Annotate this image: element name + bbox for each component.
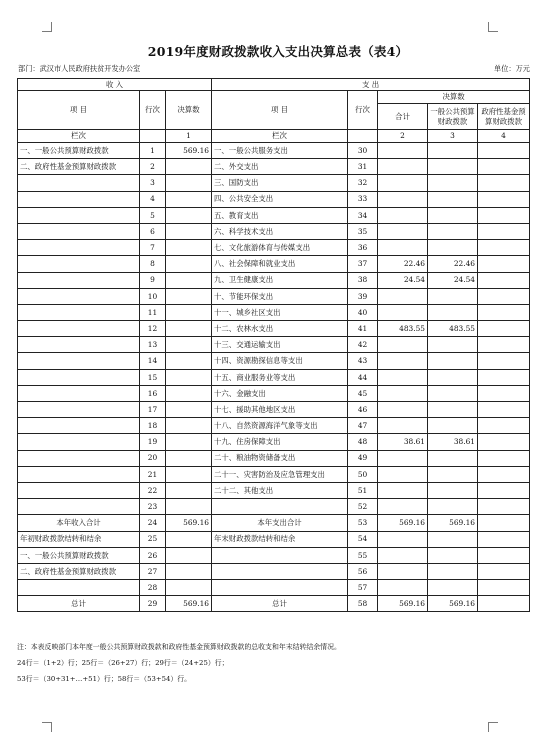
table-row [18, 434, 530, 450]
right-rowno-cell: 51 [348, 482, 378, 498]
right-rowno-cell: 43 [348, 353, 378, 369]
col-label-blank [348, 130, 378, 143]
right-rowno-cell: 39 [348, 288, 378, 304]
table-row [18, 304, 530, 320]
right-item-cell: 十四、资源勘探信息等支出 [212, 353, 348, 369]
table-row [18, 191, 530, 207]
left-amount-cell [166, 499, 212, 515]
right-item-cell: 十九、住房保障支出 [212, 434, 348, 450]
fund-budget-amount-cell [478, 159, 530, 175]
left-item-cell [18, 288, 140, 304]
unit-label: 单位：万元 [494, 64, 530, 73]
note-line-2: 24行＝（1+2）行；25行＝（26+27）行；29行＝（24+25）行； [17, 658, 229, 667]
fund-budget-amount-cell [478, 191, 530, 207]
left-amount-cell: 569.16 [166, 143, 212, 159]
left-item-cell [18, 191, 140, 207]
left-rowno-cell: 25 [140, 531, 166, 547]
left-amount-cell [166, 288, 212, 304]
left-item-cell [18, 321, 140, 337]
general-budget-amount-cell: 569.16 [428, 515, 478, 531]
fund-budget-amount-cell [478, 337, 530, 353]
general-budget-amount-cell [428, 143, 478, 159]
table-row [18, 482, 530, 498]
page-title: 2019年度财政拨款收入支出决算总表（表4） [147, 44, 409, 59]
fund-budget-amount-cell [478, 321, 530, 337]
left-amount-cell [166, 159, 212, 175]
right-rowno-cell: 41 [348, 321, 378, 337]
general-budget-amount-cell [428, 159, 478, 175]
general-budget-amount-cell [428, 337, 478, 353]
fund-budget-header: 政府性基金预算财政拨款 [478, 104, 530, 130]
left-amount-cell [166, 563, 212, 579]
table-row [18, 418, 530, 434]
fund-budget-amount-cell [478, 434, 530, 450]
col-number-1: 1 [166, 130, 212, 143]
general-budget-amount-cell: 483.55 [428, 321, 478, 337]
right-rowno-cell: 58 [348, 596, 378, 612]
left-rowno-cell: 20 [140, 450, 166, 466]
left-rowno-cell: 23 [140, 499, 166, 515]
total-amount-cell [378, 531, 428, 547]
crop-mark-top-right [488, 22, 498, 32]
left-item-cell [18, 223, 140, 239]
left-rowno-cell: 7 [140, 240, 166, 256]
left-amount-cell [166, 580, 212, 596]
expense-header: 支 出 [212, 79, 530, 91]
fund-budget-amount-cell [478, 531, 530, 547]
right-rowno-cell: 33 [348, 191, 378, 207]
fund-budget-amount-cell [478, 482, 530, 498]
table-row [18, 580, 530, 596]
expense-item-header: 项 目 [212, 91, 348, 130]
left-rowno-cell: 2 [140, 159, 166, 175]
table-row [18, 466, 530, 482]
col-number-3: 3 [428, 130, 478, 143]
fund-budget-amount-cell [478, 304, 530, 320]
right-rowno-cell: 45 [348, 385, 378, 401]
left-amount-cell [166, 191, 212, 207]
table-row [18, 321, 530, 337]
fund-budget-amount-cell [478, 143, 530, 159]
left-rowno-cell: 16 [140, 385, 166, 401]
general-budget-amount-cell [428, 418, 478, 434]
left-item-cell [18, 450, 140, 466]
left-item-cell [18, 304, 140, 320]
table-row [18, 547, 530, 563]
right-rowno-cell: 37 [348, 256, 378, 272]
fund-budget-amount-cell [478, 353, 530, 369]
crop-mark-top-left [42, 22, 52, 32]
general-budget-amount-cell: 22.46 [428, 256, 478, 272]
total-amount-cell [378, 466, 428, 482]
left-rowno-cell: 1 [140, 143, 166, 159]
left-rowno-cell: 3 [140, 175, 166, 191]
general-budget-amount-cell [428, 499, 478, 515]
left-amount-cell [166, 450, 212, 466]
total-amount-cell [378, 175, 428, 191]
left-item-cell [18, 434, 140, 450]
left-item-cell [18, 337, 140, 353]
right-item-cell: 十三、交通运输支出 [212, 337, 348, 353]
right-rowno-cell: 40 [348, 304, 378, 320]
crop-mark-bottom-left [42, 722, 52, 732]
fund-budget-amount-cell [478, 580, 530, 596]
right-item-cell: 五、教育支出 [212, 207, 348, 223]
total-amount-cell [378, 499, 428, 515]
left-rowno-cell: 8 [140, 256, 166, 272]
left-rowno-cell: 26 [140, 547, 166, 563]
left-item-cell [18, 466, 140, 482]
left-rowno-cell: 6 [140, 223, 166, 239]
left-item-cell [18, 240, 140, 256]
total-amount-cell [378, 450, 428, 466]
total-amount-cell [378, 369, 428, 385]
total-amount-cell [378, 304, 428, 320]
total-amount-cell: 38.61 [378, 434, 428, 450]
right-rowno-cell: 30 [348, 143, 378, 159]
left-item-cell [18, 369, 140, 385]
general-budget-header: 一般公共预算财政拨款 [428, 104, 478, 130]
right-item-cell [212, 499, 348, 515]
total-amount-cell: 24.54 [378, 272, 428, 288]
table-row [18, 353, 530, 369]
left-item-cell [18, 256, 140, 272]
left-amount-cell [166, 240, 212, 256]
left-item-cell: 一、一般公共预算财政拨款 [18, 547, 140, 563]
left-rowno-cell: 19 [140, 434, 166, 450]
final-accounts-table [17, 78, 530, 612]
col-number-2: 2 [378, 130, 428, 143]
right-item-cell: 七、文化旅游体育与传媒支出 [212, 240, 348, 256]
fund-budget-amount-cell [478, 596, 530, 612]
general-budget-amount-cell [428, 531, 478, 547]
general-budget-amount-cell [428, 175, 478, 191]
left-item-cell [18, 402, 140, 418]
right-rowno-cell: 38 [348, 272, 378, 288]
general-budget-amount-cell [428, 547, 478, 563]
left-item-cell [18, 580, 140, 596]
left-amount-cell [166, 321, 212, 337]
right-item-cell: 十五、商业服务业等支出 [212, 369, 348, 385]
total-amount-cell [378, 288, 428, 304]
right-item-cell: 十二、农林水支出 [212, 321, 348, 337]
right-item-cell: 年末财政拨款结转和结余 [212, 531, 348, 547]
right-rowno-cell: 56 [348, 563, 378, 579]
left-item-cell: 二、政府性基金预算财政拨款 [18, 159, 140, 175]
total-amount-cell [378, 402, 428, 418]
left-amount-cell [166, 175, 212, 191]
col-label-left: 栏次 [18, 130, 140, 143]
left-item-cell [18, 499, 140, 515]
right-item-cell: 十八、自然资源海洋气象等支出 [212, 418, 348, 434]
table-row [18, 256, 530, 272]
right-item-cell: 十一、城乡社区支出 [212, 304, 348, 320]
note-line-3: 53行＝（30+31+…+51）行；58行＝（53+54）行。 [17, 674, 192, 683]
right-item-cell: 十七、援助其他地区支出 [212, 402, 348, 418]
right-rowno-cell: 32 [348, 175, 378, 191]
right-item-cell: 总计 [212, 596, 348, 612]
general-budget-amount-cell: 24.54 [428, 272, 478, 288]
general-budget-amount-cell [428, 450, 478, 466]
general-budget-amount-cell [428, 304, 478, 320]
left-amount-cell [166, 223, 212, 239]
left-amount-cell: 569.16 [166, 596, 212, 612]
left-item-cell [18, 207, 140, 223]
right-item-cell: 二、外交支出 [212, 159, 348, 175]
general-budget-amount-cell [428, 563, 478, 579]
right-item-cell: 二十一、灾害防治及应急管理支出 [212, 466, 348, 482]
left-rowno-cell: 12 [140, 321, 166, 337]
left-item-cell: 年初财政拨款结转和结余 [18, 531, 140, 547]
right-item-cell [212, 547, 348, 563]
right-item-cell: 本年支出合计 [212, 515, 348, 531]
income-header: 收 入 [18, 79, 212, 91]
general-budget-amount-cell: 569.16 [428, 596, 478, 612]
table-row [18, 385, 530, 401]
table-row [18, 531, 530, 547]
total-amount-cell [378, 191, 428, 207]
col-label-right: 栏次 [212, 130, 348, 143]
fund-budget-amount-cell [478, 499, 530, 515]
left-rowno-cell: 24 [140, 515, 166, 531]
left-amount-cell [166, 304, 212, 320]
left-item-cell [18, 418, 140, 434]
left-amount-cell [166, 256, 212, 272]
table-row [18, 143, 530, 159]
table-row [18, 499, 530, 515]
left-amount-cell [166, 466, 212, 482]
department-label: 部门：武汉市人民政府扶贫开发办公室 [18, 64, 141, 73]
total-amount-cell: 22.46 [378, 256, 428, 272]
left-item-cell: 一、一般公共预算财政拨款 [18, 143, 140, 159]
total-amount-cell [378, 418, 428, 434]
total-amount-cell [378, 580, 428, 596]
right-rowno-cell: 46 [348, 402, 378, 418]
total-amount-cell [378, 223, 428, 239]
table-row [18, 240, 530, 256]
total-amount-cell [378, 240, 428, 256]
left-rowno-cell: 29 [140, 596, 166, 612]
left-item-cell [18, 272, 140, 288]
left-amount-cell [166, 337, 212, 353]
total-amount-cell: 483.55 [378, 321, 428, 337]
crop-mark-bottom-right [488, 722, 498, 732]
table-row [18, 402, 530, 418]
left-item-cell [18, 385, 140, 401]
income-amount-header: 决算数 [166, 91, 212, 130]
general-budget-amount-cell [428, 369, 478, 385]
left-amount-cell [166, 434, 212, 450]
left-amount-cell [166, 369, 212, 385]
right-rowno-cell: 52 [348, 499, 378, 515]
income-item-header: 项 目 [18, 91, 140, 130]
right-item-cell: 二十二、其他支出 [212, 482, 348, 498]
table-row [18, 369, 530, 385]
total-amount-cell [378, 482, 428, 498]
left-amount-cell [166, 207, 212, 223]
right-rowno-cell: 35 [348, 223, 378, 239]
note-line-1: 注：本表反映部门本年度一般公共预算财政拨款和政府性基金预算财政拨款的总收支和年末结转结余情况。 [17, 643, 341, 651]
left-rowno-cell: 11 [140, 304, 166, 320]
general-budget-amount-cell [428, 191, 478, 207]
total-amount-cell [378, 563, 428, 579]
left-rowno-cell: 17 [140, 402, 166, 418]
general-budget-amount-cell: 38.61 [428, 434, 478, 450]
income-rowno-header: 行次 [140, 91, 166, 130]
general-budget-amount-cell [428, 580, 478, 596]
right-item-cell: 九、卫生健康支出 [212, 272, 348, 288]
table-row [18, 272, 530, 288]
left-item-cell: 二、政府性基金预算财政拨款 [18, 563, 140, 579]
fund-budget-amount-cell [478, 223, 530, 239]
expense-rowno-header: 行次 [348, 91, 378, 130]
right-item-cell: 二十、粮油物资储备支出 [212, 450, 348, 466]
table-row [18, 450, 530, 466]
right-rowno-cell: 50 [348, 466, 378, 482]
left-rowno-cell: 15 [140, 369, 166, 385]
left-amount-cell [166, 402, 212, 418]
left-item-cell: 总计 [18, 596, 140, 612]
right-rowno-cell: 34 [348, 207, 378, 223]
right-rowno-cell: 57 [348, 580, 378, 596]
general-budget-amount-cell [428, 385, 478, 401]
right-item-cell: 十六、金融支出 [212, 385, 348, 401]
total-amount-cell [378, 547, 428, 563]
fund-budget-amount-cell [478, 207, 530, 223]
table-row [18, 223, 530, 239]
fund-budget-amount-cell [478, 369, 530, 385]
general-budget-amount-cell [428, 466, 478, 482]
left-amount-cell [166, 531, 212, 547]
left-amount-cell [166, 272, 212, 288]
total-amount-cell [378, 143, 428, 159]
left-item-cell: 本年收入合计 [18, 515, 140, 531]
left-rowno-cell: 22 [140, 482, 166, 498]
table-row [18, 337, 530, 353]
right-rowno-cell: 42 [348, 337, 378, 353]
table-row [18, 563, 530, 579]
fund-budget-amount-cell [478, 466, 530, 482]
fund-budget-amount-cell [478, 272, 530, 288]
table-row [18, 596, 530, 612]
general-budget-amount-cell [428, 482, 478, 498]
right-rowno-cell: 55 [348, 547, 378, 563]
general-budget-amount-cell [428, 240, 478, 256]
right-item-cell: 八、社会保障和就业支出 [212, 256, 348, 272]
right-rowno-cell: 53 [348, 515, 378, 531]
left-item-cell [18, 353, 140, 369]
left-rowno-cell: 9 [140, 272, 166, 288]
table-row [18, 175, 530, 191]
right-rowno-cell: 54 [348, 531, 378, 547]
left-rowno-cell: 28 [140, 580, 166, 596]
total-amount-cell: 569.16 [378, 515, 428, 531]
general-budget-amount-cell [428, 353, 478, 369]
left-amount-cell [166, 418, 212, 434]
table-row [18, 207, 530, 223]
col-number-4: 4 [478, 130, 530, 143]
fund-budget-amount-cell [478, 175, 530, 191]
fund-budget-amount-cell [478, 402, 530, 418]
fund-budget-amount-cell [478, 385, 530, 401]
total-amount-cell [378, 353, 428, 369]
right-rowno-cell: 49 [348, 450, 378, 466]
left-rowno-cell: 10 [140, 288, 166, 304]
expense-amount-group-header: 决算数 [378, 91, 530, 104]
left-amount-cell [166, 482, 212, 498]
total-amount-cell [378, 385, 428, 401]
right-rowno-cell: 36 [348, 240, 378, 256]
left-amount-cell [166, 385, 212, 401]
fund-budget-amount-cell [478, 288, 530, 304]
left-rowno-cell: 4 [140, 191, 166, 207]
total-amount-cell [378, 337, 428, 353]
table-row [18, 288, 530, 304]
general-budget-amount-cell [428, 288, 478, 304]
left-rowno-cell: 13 [140, 337, 166, 353]
right-item-cell: 十、节能环保支出 [212, 288, 348, 304]
col-label-blank [140, 130, 166, 143]
general-budget-amount-cell [428, 223, 478, 239]
right-item-cell [212, 580, 348, 596]
left-item-cell [18, 175, 140, 191]
right-rowno-cell: 47 [348, 418, 378, 434]
table-row [18, 515, 530, 531]
right-item-cell [212, 563, 348, 579]
right-rowno-cell: 48 [348, 434, 378, 450]
left-rowno-cell: 5 [140, 207, 166, 223]
fund-budget-amount-cell [478, 563, 530, 579]
general-budget-amount-cell [428, 207, 478, 223]
footnote [17, 644, 537, 692]
fund-budget-amount-cell [478, 547, 530, 563]
total-amount-cell [378, 207, 428, 223]
right-item-cell: 四、公共安全支出 [212, 191, 348, 207]
left-amount-cell [166, 353, 212, 369]
left-item-cell [18, 482, 140, 498]
total-amount-cell [378, 159, 428, 175]
left-rowno-cell: 27 [140, 563, 166, 579]
fund-budget-amount-cell [478, 515, 530, 531]
general-budget-amount-cell [428, 402, 478, 418]
table-row [18, 159, 530, 175]
right-rowno-cell: 44 [348, 369, 378, 385]
left-amount-cell: 569.16 [166, 515, 212, 531]
right-rowno-cell: 31 [348, 159, 378, 175]
total-amount-cell: 569.16 [378, 596, 428, 612]
left-rowno-cell: 18 [140, 418, 166, 434]
total-header: 合计 [378, 104, 428, 130]
fund-budget-amount-cell [478, 256, 530, 272]
left-amount-cell [166, 547, 212, 563]
left-rowno-cell: 14 [140, 353, 166, 369]
fund-budget-amount-cell [478, 450, 530, 466]
fund-budget-amount-cell [478, 418, 530, 434]
right-item-cell: 一、一般公共服务支出 [212, 143, 348, 159]
left-rowno-cell: 21 [140, 466, 166, 482]
right-item-cell: 六、科学技术支出 [212, 223, 348, 239]
right-item-cell: 三、国防支出 [212, 175, 348, 191]
fund-budget-amount-cell [478, 240, 530, 256]
